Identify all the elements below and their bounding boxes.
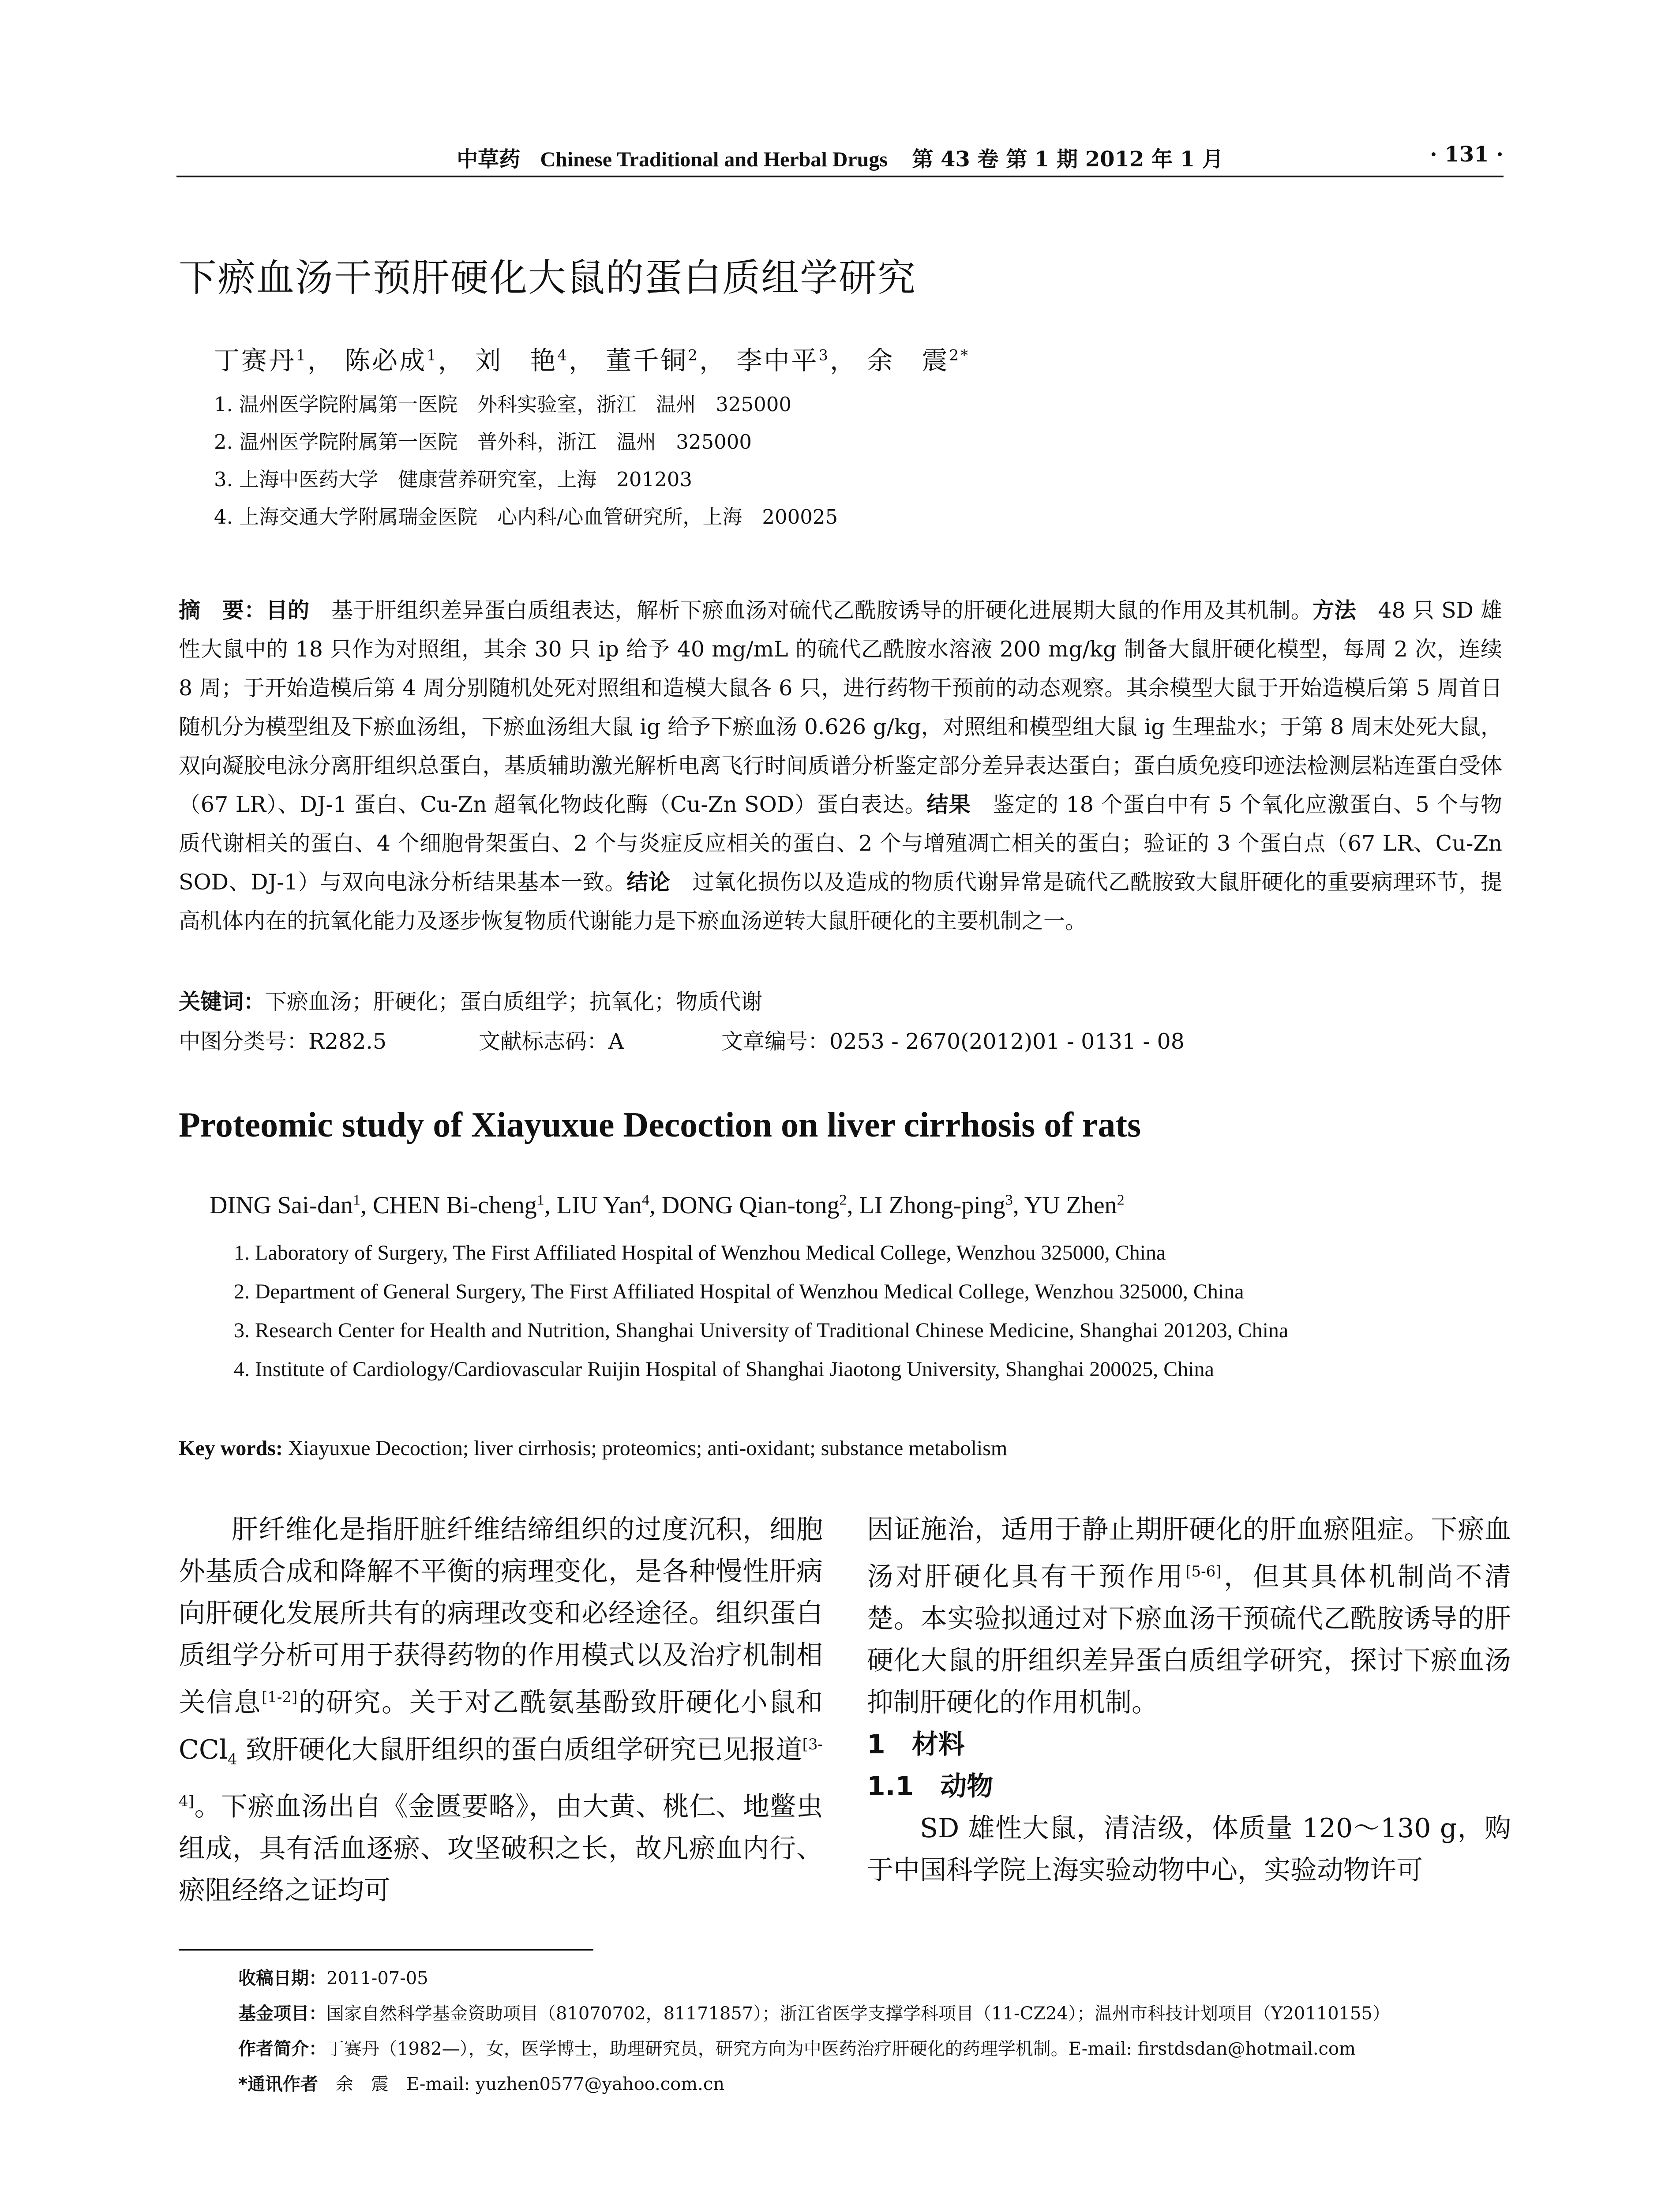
keywords-cn xyxy=(179,985,762,1016)
body-column-right xyxy=(867,1509,1511,1891)
citation: [5-6] xyxy=(1185,1563,1222,1580)
footnote-text: 余 震 E-mail: yuzhen0577@yahoo.com.cn xyxy=(335,2074,725,2094)
keywords-text: 下瘀血汤；肝硬化；蛋白质组学；抗氧化；物质代谢 xyxy=(265,989,763,1014)
citation: [3-4] xyxy=(179,1736,823,1810)
footnote-label: *通讯作者 xyxy=(238,2074,318,2094)
body-text: 。下瘀血汤出自《金匮要略》，由大黄、桃仁、地鳖虫组成，具有活血逐瘀、攻坚破积之长，故凡瘀血内行、瘀阻经络之证均可 xyxy=(179,1791,823,1906)
author-affil-mark: 4 xyxy=(641,1192,649,1208)
doc-code-value: A xyxy=(608,1029,624,1054)
author-list-en: DING Sai-dan$^1$, CHEN Bi-cheng$^1$, LIU Yan$^4$, DONG Qian-tong$^2$, LI Zhong-ping$^3$, YU Zhen$^2$ xyxy=(210,1192,1125,1219)
author-affil-mark: 3 xyxy=(1005,1192,1013,1208)
affiliation-cn-1: 1. 温州医学院附属第一医院 外科实验室，浙江 温州 325000 xyxy=(214,393,792,416)
footnote-rule xyxy=(179,1949,593,1951)
running-header xyxy=(176,142,1504,173)
keywords-en-label: Key words: xyxy=(179,1437,283,1460)
author-name-en: LI Zhong-ping xyxy=(859,1192,1005,1219)
method-label: 方法 xyxy=(1312,598,1356,623)
body-paragraph xyxy=(867,1509,1511,1724)
author-affil-mark: 1 xyxy=(536,1192,544,1208)
footnote-label: 作者简介： xyxy=(238,2039,326,2059)
subsection-heading: 1.1 动物 xyxy=(867,1771,994,1802)
conclusion-label: 结论 xyxy=(626,870,671,895)
author-name-en: YU Zhen xyxy=(1024,1192,1117,1219)
conclusion-text: 过氧化损伤以及造成的物质代谢异常是硫代乙酰胺致大鼠肝硬化的重要病理环节，提高机体内在的抗氧化能力及逐步恢复物质代谢能力是下瘀血汤逆转大鼠肝硬化的主要机制之一。 xyxy=(179,870,1502,934)
header-center xyxy=(176,142,1504,173)
page-number: · 131 · xyxy=(1429,142,1504,167)
body-text: 肝纤维化是指肝脏纤维结缔组织的过度沉积，细胞外基质合成和降解不平衡的病理变化，是各种慢性肝病向肝硬化发展所共有的病理改变和必经途径。组织蛋白质组学分析可用于获得药物的作用模式以及治疗机制相关信息 xyxy=(179,1514,823,1718)
classification-line xyxy=(179,1024,1185,1055)
purpose-label: 目的 xyxy=(266,598,310,623)
footnote-text: 国家自然科学基金资助项目（81070702，81171857）；浙江省医学支撑学科项目（11-CZ24）；温州市科技计划项目（Y20110155） xyxy=(326,2003,1390,2024)
author-list-cn: 丁赛丹$^1$， 陈必成$^1$， 刘 艳$^4$， 董千铜$^2$， 李中平$^3$， 余 震$^{2*}$ xyxy=(214,345,970,375)
footnote-corresponding xyxy=(238,2070,724,2095)
citation: [1-2] xyxy=(262,1688,298,1706)
footnote-received xyxy=(238,1964,428,1989)
affiliation-cn-3: 3. 上海中医药大学 健康营养研究室，上海 201203 xyxy=(214,468,693,491)
keywords-en xyxy=(179,1436,1007,1460)
purpose-text: 基于肝组织差异蛋白质组表达，解析下瘀血汤对硫代乙酰胺诱导的肝硬化进展期大鼠的作用及其机制。 xyxy=(331,598,1313,623)
author-name: 丁赛丹 xyxy=(214,345,296,375)
body-paragraph xyxy=(179,1509,823,1912)
article-title-en: Proteomic study of Xiayuxue Decoction on liver cirrhosis of rats xyxy=(179,1106,1141,1144)
keywords-label: 关键词： xyxy=(179,989,266,1014)
author-name-en: DONG Qian-tong xyxy=(661,1192,840,1219)
section-heading: 1 材料 xyxy=(867,1729,965,1760)
header-rule xyxy=(176,176,1504,177)
body-text: ，但其具体机制尚不清楚。本实验拟通过对下瘀血汤干预硫代乙酰胺诱导的肝硬化大鼠的肝组织差异蛋白质组学研究，探讨下瘀血汤抑制肝硬化的作用机制。 xyxy=(867,1561,1511,1718)
article-no-value: 0253 - 2670(2012)01 - 0131 - 08 xyxy=(829,1029,1185,1054)
affiliation-cn-4: 4. 上海交通大学附属瑞金医院 心内科/心血管研究所，上海 200025 xyxy=(214,505,838,529)
author-affil-mark: 2 xyxy=(839,1192,847,1208)
author-name-en: CHEN Bi-cheng xyxy=(373,1192,537,1219)
footnote-label: 基金项目： xyxy=(238,2003,326,2024)
author-affil-mark: 2* xyxy=(949,346,970,364)
author-affil-mark: 4 xyxy=(557,346,569,364)
author-name: 余 震 xyxy=(867,345,949,375)
author-affil-mark: 3 xyxy=(818,346,830,364)
issue-info: 第 43 卷 第 1 期 2012 年 1 月 xyxy=(912,147,1223,172)
body-text: 因证施治，适用于静止期肝硬化的肝血瘀阻症。下瘀血汤对肝硬化具有干预作用 xyxy=(867,1514,1511,1592)
keywords-en-text: Xiayuxue Decoction; liver cirrhosis; proteomics; anti-oxidant; substance metabolism xyxy=(288,1437,1008,1460)
author-name: 陈必成 xyxy=(345,345,427,375)
body-paragraph: SD 雄性大鼠，清洁级，体质量 120～130 g，购于中国科学院上海实验动物中心，实验动物许可 xyxy=(867,1813,1511,1886)
affiliation-en-4: 4. Institute of Cardiology/Cardiovascular Ruijin Hospital of Shanghai Jiaotong University, Shanghai 200025, China xyxy=(234,1358,1214,1381)
footnote-label: 收稿日期： xyxy=(238,1968,326,1988)
author-name-en: DING Sai-dan xyxy=(210,1192,353,1219)
body-column-left xyxy=(179,1509,823,1912)
affiliation-en-3: 3. Research Center for Health and Nutrition, Shanghai University of Traditional Chinese Medicine, Shanghai 201203, China xyxy=(234,1319,1289,1342)
author-name-en: LIU Yan xyxy=(556,1192,642,1219)
article-no-label: 文章编号： xyxy=(721,1029,830,1054)
result-label: 结果 xyxy=(926,792,971,817)
author-affil-mark: 1 xyxy=(353,1192,361,1208)
affiliation-en-2: 2. Department of General Surgery, The First Affiliated Hospital of Wenzhou Medical College, Wenzhou 325000, China xyxy=(234,1280,1244,1303)
body-text: 致肝硬化大鼠肝组织的蛋白质组学研究已见报道 xyxy=(237,1734,802,1765)
author-affil-mark: 1 xyxy=(427,346,438,364)
author-name: 李中平 xyxy=(736,345,819,375)
article-title-cn: 下瘀血汤干预肝硬化大鼠的蛋白质组学研究 xyxy=(179,256,916,300)
clc-value: R282.5 xyxy=(308,1029,387,1054)
doc-code-label: 文献标志码： xyxy=(479,1029,609,1054)
footnote-author xyxy=(238,2035,1356,2060)
footnote-fund xyxy=(238,2000,1390,2025)
affiliation-en-1: 1. Laboratory of Surgery, The First Affiliated Hospital of Wenzhou Medical College, Wenzhou 325000, China xyxy=(234,1241,1166,1264)
affiliation-cn-2: 2. 温州医学院附属第一医院 普外科，浙江 温州 325000 xyxy=(214,430,752,454)
method-text: 48 只 SD 雄性大鼠中的 18 只作为对照组，其余 30 只 ip 给予 40 mg/mL 的硫代乙酰胺水溶液 200 mg/kg 制备大鼠肝硬化模型，每周 2 次，连续 8 周；于开始造模后第 4 周分别随机处死对照组和造模大鼠各 6 只，进行药物干预前的动态观察。其余模型大鼠于开始造模后第 5 周首日随机分为模型组及下瘀血汤组，下瘀血汤组大鼠 ig 给予下瘀血汤 0.626 g/kg，对照组和模型组大鼠 ig 生理盐水；于第 8 周末处死大鼠，双向凝胶电泳分离肝组织总蛋白，基质辅助激光解析电离飞行时间质谱分析鉴定部分差异表达蛋白；蛋白质免疫印迹法检测层粘连蛋白受体（67 LR）、DJ-1 蛋白、Cu-Zn 超氧化物歧化酶（Cu-Zn SOD）蛋白表达。 xyxy=(179,598,1502,817)
body-text: 的研究。关于对乙酰氨基酚致肝硬化小鼠和 CCl xyxy=(179,1687,823,1765)
journal-name-cn: 中草药 xyxy=(457,147,521,172)
abstract-cn xyxy=(179,591,1502,941)
result-text: 鉴定的 18 个蛋白中有 5 个氧化应激蛋白、5 个与物质代谢相关的蛋白、4 个细胞骨架蛋白、2 个与炎症反应相关的蛋白、2 个与增殖凋亡相关的蛋白；验证的 3 个蛋白点（67 LR、Cu-Zn SOD、DJ-1）与双向电泳分析结果基本一致。 xyxy=(179,792,1502,895)
author-name: 刘 艳 xyxy=(475,345,558,375)
subscript: 4 xyxy=(228,1751,237,1768)
author-name: 董千铜 xyxy=(606,345,688,375)
author-affil-mark: 1 xyxy=(296,346,308,364)
clc-label: 中图分类号： xyxy=(179,1029,309,1054)
footnote-text: 2011-07-05 xyxy=(326,1968,428,1988)
author-affil-mark: 2 xyxy=(688,346,699,364)
footnote-text: 丁赛丹（1982—），女，医学博士，助理研究员，研究方向为中医药治疗肝硬化的药理学机制。E-mail: firstdsdan@hotmail.com xyxy=(326,2039,1356,2059)
author-affil-mark: 2 xyxy=(1117,1192,1125,1208)
abstract-label: 摘 要： xyxy=(179,598,266,623)
journal-name-en: Chinese Traditional and Herbal Drugs xyxy=(540,148,888,171)
